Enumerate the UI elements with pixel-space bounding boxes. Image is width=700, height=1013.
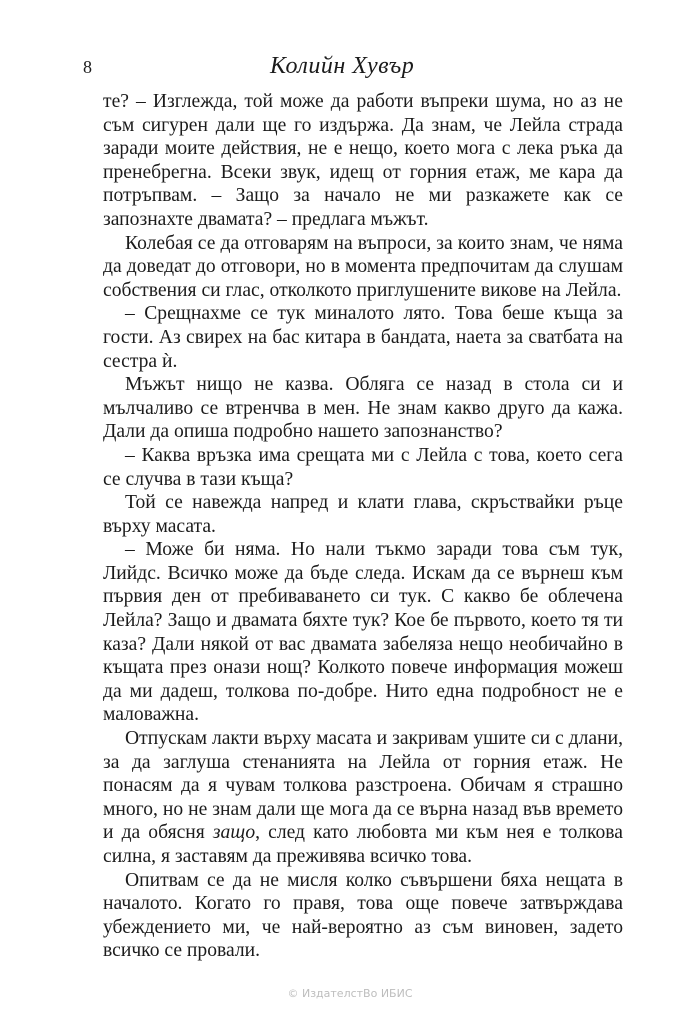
paragraph: Колебая се да отговарям на въпроси, за които знам, че няма да доведат до отговори, но в момента предпочитам да слушам собствения си глас, отколкото приглушените викове на Лейла.: [103, 232, 623, 301]
publisher-watermark: © ИздателстВо ИБИС: [287, 987, 413, 1000]
running-head-author: Колийн Хувър: [270, 53, 415, 79]
paragraph-text: Отпускам лакти върху масата и закривам ушите си с длани, за да заглуша стенанията на Лейла от горния етаж. Не понасям да я чувам толкова разстроена. Обичам я страшно много, но не знам дали ще мога да се върна назад във времето и да обясня: [103, 728, 623, 844]
paragraph: – Срещнахме се тук миналото лято. Това беше къща за гости. Аз свирех на бас китара в бандата, наета за сватбата на сестра ѝ.: [103, 303, 623, 372]
body-text: [103, 90, 623, 963]
paragraph: Той се навежда напред и клати глава, скръствайки ръце върху масата.: [103, 492, 623, 537]
paragraph: Мъжът нищо не казва. Обляга се назад в стола си и мълчаливо се втренчва в мен. Не знам какво друго да кажа. Дали да опиша подробно нашето запознанство?: [103, 374, 623, 443]
paragraph: – Може би няма. Но нали тъкмо заради това съм тук, Лийдс. Всичко може да бъде следа. Искам да се върнеш към първия ден от пребиваването си тук. С какво бе облечена Лейла? Защо и двамата бяхте тук? Кое бе първото, което тя ти каза? Дали някой от вас двамата забеляза нещо необичайно в къщата през онази нощ? Колкото повече информация можеш да ми дадеш, толкова по-добре. Нито една подробност не е маловажна.: [103, 539, 623, 726]
paragraph-text: , след като любовта ми към нея е толкова силна, я заставям да преживява всичко това.: [103, 822, 623, 867]
paragraph: те? – Изглежда, той може да работи въпреки шума, но аз не съм сигурен дали ще го издържа. Да знам, че Лейла страда заради моите действия, не е нещо, което мога с лека ръка да пренебрегна. Всеки звук, идещ от горния етаж, ме кара да потръпвам. – Защо за начало не ми разкажете как се запознахте двамата? – предлага мъжът.: [103, 91, 623, 230]
paragraph: [103, 727, 623, 869]
emphasis-text: защо: [212, 822, 256, 844]
page-number: 8: [83, 57, 92, 77]
paragraph: Опитвам се да не мисля колко съвършени бяха нещата в началото. Когато го правя, това още повече затвърждава убеждението ми, че най-вероятно аз съм виновен, задето всичко се провали.: [103, 869, 623, 962]
paragraph: – Каква връзка има срещата ми с Лейла с това, което сега се случва в тази къща?: [103, 444, 623, 490]
